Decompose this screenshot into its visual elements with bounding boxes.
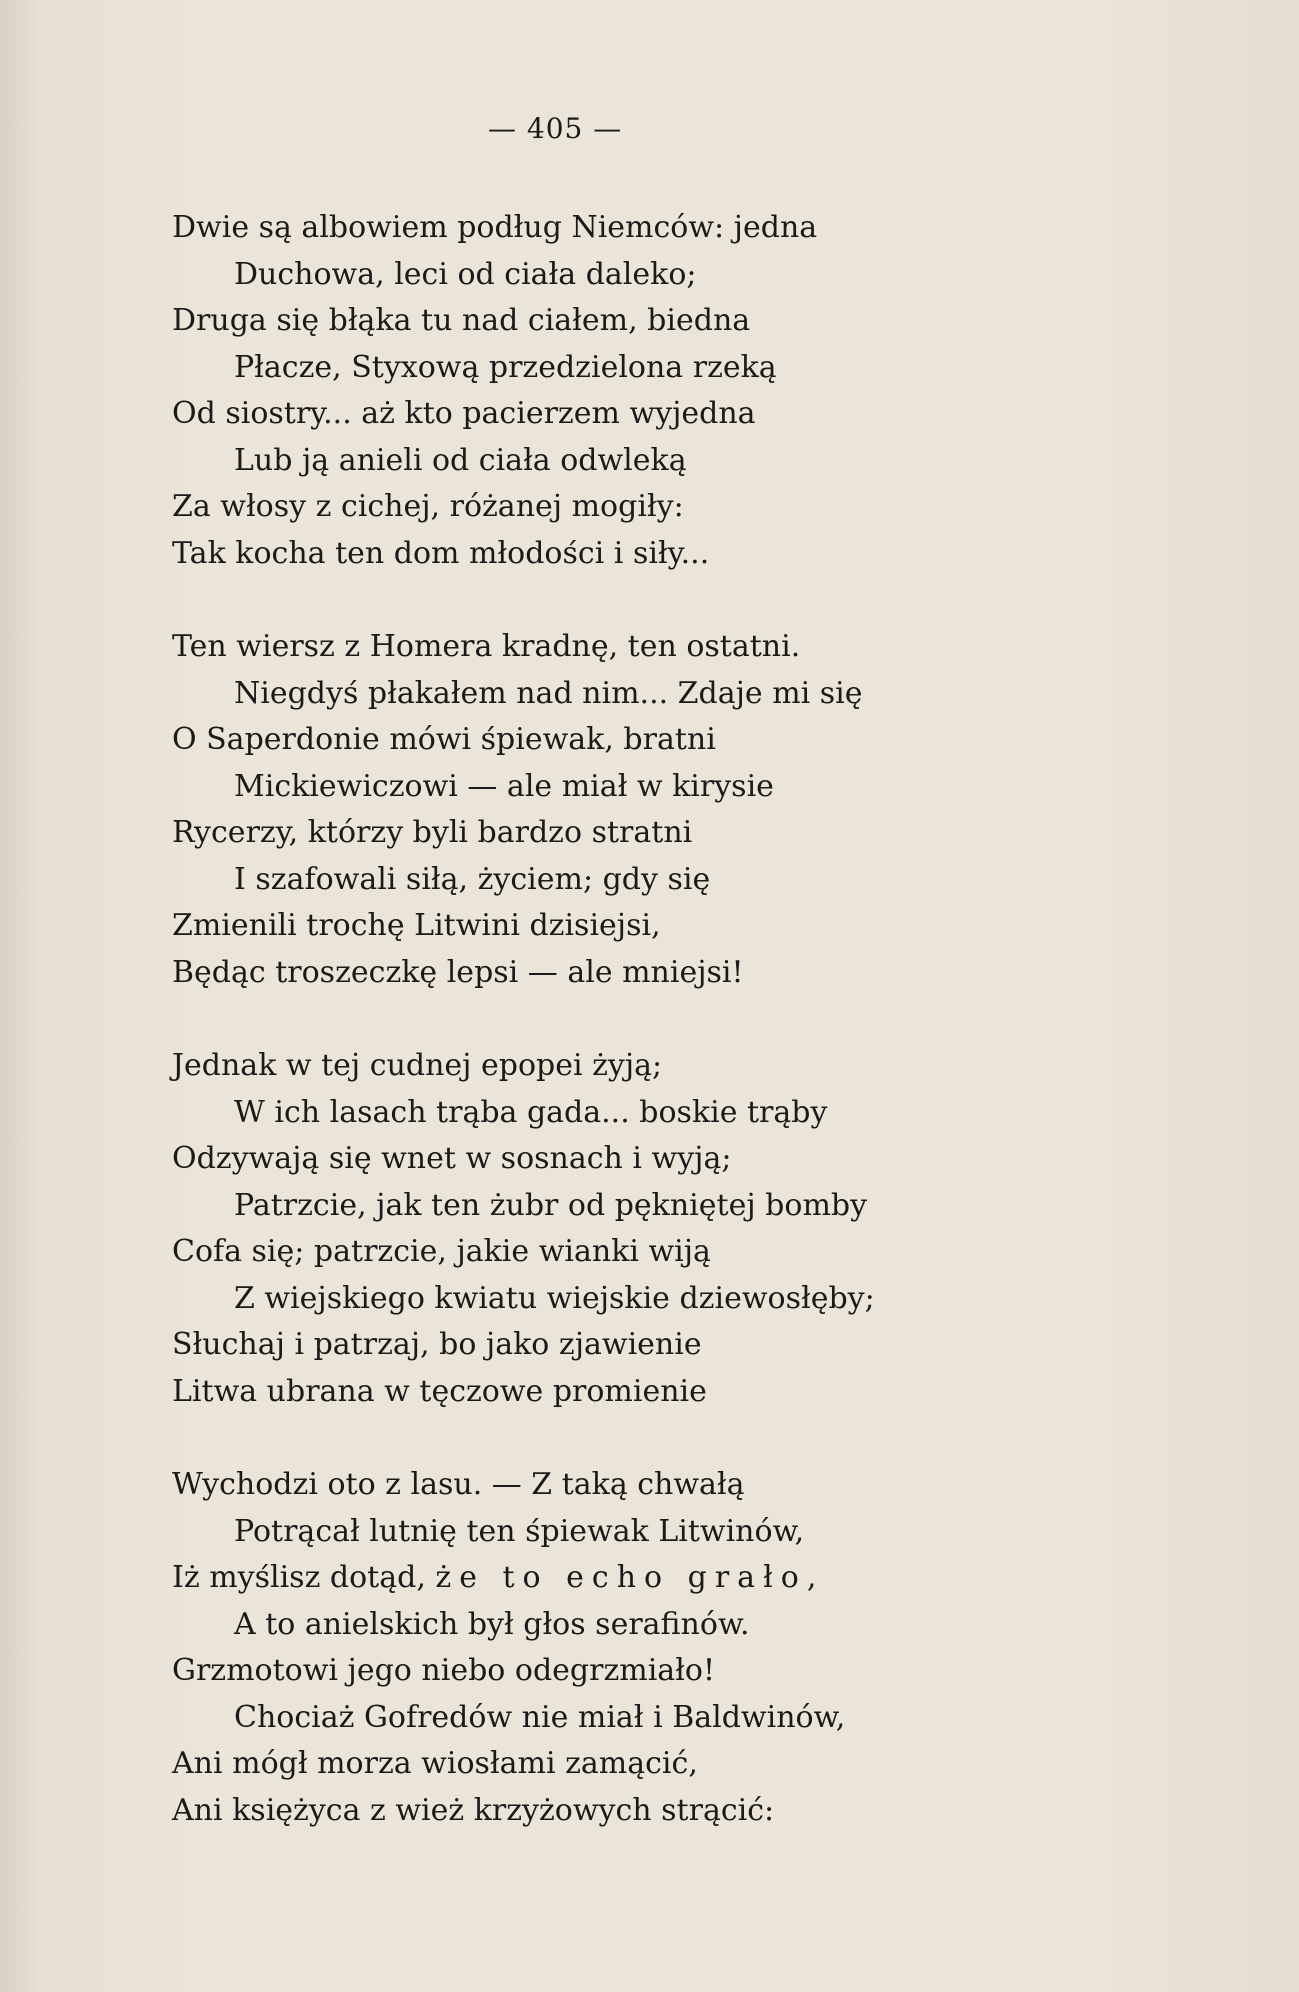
poem-line: Tak kocha ten dom młodości i siły... — [172, 535, 710, 571]
poem-line: Litwa ubrana w tęczowe promienie — [172, 1373, 707, 1409]
poem-line: Cofa się; patrzcie, jakie wianki wiją — [172, 1234, 711, 1269]
poem-line: Z wiejskiego kwiatu wiejskie dziewosłęby; — [234, 1280, 875, 1316]
poem-line: Rycerzy, którzy byli bardzo stratni — [172, 815, 693, 850]
poem-line: Ani mógł morza wiosłami zamącić, — [172, 1746, 698, 1781]
poem-line: Lub ją anieli od ciała odwleką — [234, 442, 687, 478]
poem-line: O Saperdonie mówi śpiewak, bratni — [172, 722, 716, 757]
poem — [172, 205, 1212, 1881]
poem-line: I szafowali siłą, życiem; gdy się — [234, 861, 711, 897]
poem-line: Płacze, Styxową przedzielona rzeką — [234, 349, 777, 385]
poem-line — [172, 1555, 1212, 1602]
stanza-1 — [172, 205, 1212, 577]
poem-line: Grzmotowi jego niebo odegrzmiało! — [172, 1653, 716, 1688]
stanza-4 — [172, 1462, 1212, 1834]
poem-line: Jednak w tej cudnej epopei żyją; — [172, 1048, 663, 1083]
stanza-3 — [172, 1043, 1212, 1415]
poem-line: Ani księżyca z wież krzyżowych strącić: — [172, 1792, 775, 1828]
poem-line: Wychodzi oto z lasu. — Z taką chwałą — [172, 1467, 745, 1502]
poem-line-start: Iż myślisz dotąd, — [172, 1560, 436, 1595]
poem-line: Mickiewiczowi — ale miał w kirysie — [234, 768, 774, 804]
poem-line: Dwie są albowiem podług Niemców: jedna — [172, 210, 818, 245]
stanza-2 — [172, 624, 1212, 996]
poem-line: Słuchaj i patrzaj, bo jako zjawienie — [172, 1327, 702, 1362]
poem-line: Zmienili trochę Litwini dzisiejsi, — [172, 908, 661, 943]
poem-line: Druga się błąka tu nad ciałem, biedna — [172, 303, 751, 338]
poem-line: Za włosy z cichej, różanej mogiły: — [172, 489, 684, 524]
poem-line: Duchowa, leci od ciała daleko; — [234, 256, 697, 292]
poem-line: Będąc troszeczkę lepsi — ale mniejsi! — [172, 954, 744, 990]
poem-line: A to anielskich był głos serafinów. — [234, 1606, 750, 1642]
poem-line: Chociaż Gofredów nie miał i Baldwinów, — [234, 1699, 846, 1735]
poem-line: Potrącał lutnię ten śpiewak Litwinów, — [234, 1513, 805, 1549]
poem-line-emphasis: że to echo grało, — [435, 1560, 825, 1595]
poem-line: Odzywają się wnet w sosnach i wyją; — [172, 1141, 732, 1176]
poem-line: Niegdyś płakałem nad nim... Zdaje mi się — [234, 675, 863, 711]
page-number-text: — 405 — — [488, 112, 623, 145]
poem-line: Od siostry... aż kto pacierzem wyjedna — [172, 396, 756, 431]
poem-line: W ich lasach trąba gada... boskie trąby — [234, 1094, 828, 1130]
poem-line: Ten wiersz z Homera kradnę, ten ostatni. — [172, 629, 801, 664]
poem-line: Patrzcie, jak ten żubr od pękniętej bomby — [234, 1187, 868, 1223]
